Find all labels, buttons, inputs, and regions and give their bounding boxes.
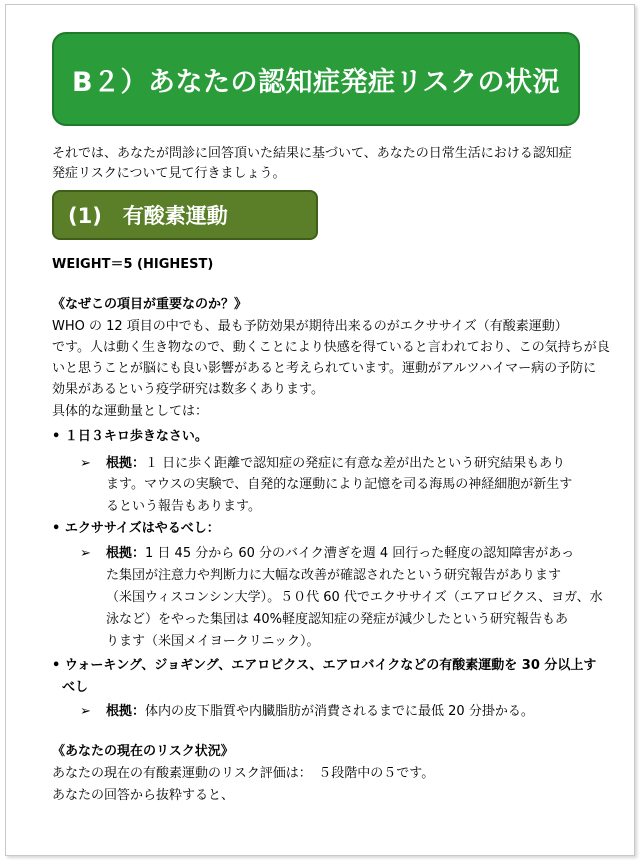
risk-heading: 《あなたの現在のリスク状況》 [52, 744, 234, 759]
subsection-banner [52, 190, 318, 240]
subsection-title: (1) 有酸素運動 [68, 204, 228, 228]
why-line: いと思うことが脳にも良い影響があると考えられています。運動がアルツハイマー病の予防に [52, 361, 597, 376]
why-line: WHO の 12 項目の中でも、最も予防効果が期待出来るのがエクササイズ（有酸素運動） [52, 319, 568, 334]
intro-line: それでは、あなたが問診に回答頂いた結果に基づいて、あなたの日常生活における認知症 [52, 146, 572, 161]
why-line: 具体的な運動量としては： [52, 404, 209, 419]
bullet-marker: • [52, 658, 61, 673]
basis-line: た集団が注意力や判断力に大幅な改善が確認されたという研究報告があります [106, 568, 562, 583]
section-banner [52, 32, 580, 126]
basis-line: （米国ウィスコンシン大学）。５０代 60 代でエクササイズ（エアロビクス、ヨガ、水 [106, 590, 603, 605]
basis-label: 根拠： [106, 704, 146, 719]
basis-line: 根拠：1 日 45 分から 60 分のバイク漕ぎを週 4 回行った軽度の認知障害があっ [106, 546, 575, 561]
basis-line: 泳など）をやった集団は 40%軽度認知症の発症が減少したという研究報告もあ [106, 612, 569, 627]
basis-line: ります（米国メイヨークリニック）。 [106, 634, 320, 649]
bullet-marker: • [52, 521, 61, 536]
bullet-title: エクササイズはやるべし： [64, 521, 220, 536]
intro-line: 発症リスクについて見て行きましょう。 [52, 166, 286, 181]
risk-line: あなたの現在の有酸素運動のリスク評価は： ５段階中の５です。 [52, 766, 435, 781]
basis-label: 根拠： [106, 456, 146, 471]
basis-line: 根拠：１ 日に歩く距離で認知症の発症に有意な差が出たという研究結果もあり [106, 456, 566, 471]
arrow-icon: ➢ [80, 704, 91, 719]
basis-line: 根拠：体内の皮下脂質や内臓脂肪が消費されるまでに最低 20 分掛かる。 [106, 704, 534, 719]
risk-line: あなたの回答から抜粋すると、 [52, 788, 235, 803]
weight-label: WEIGHT＝5 (HIGHEST) [52, 257, 214, 272]
bullet-item [52, 655, 596, 677]
bullet-marker: • [52, 429, 61, 444]
bullet-title: １日３キロ歩きなさい。 [64, 429, 208, 444]
bullet-title-continued: べし [62, 680, 89, 695]
basis-line: ます。マウスの実験で、自発的な運動により記憶を司る海馬の神経細胞が新生す [106, 477, 573, 492]
basis-label: 根拠： [106, 546, 146, 561]
arrow-icon: ➢ [80, 456, 91, 471]
why-heading: 《なぜこの項目が重要なのか？》 [52, 297, 248, 312]
bullet-item [52, 426, 208, 448]
why-line: 効果があるという疫学研究は数多くあります。 [52, 382, 324, 397]
bullet-title: ウォーキング、ジョギング、エアロビクス、エアロバイクなどの有酸素運動を 30 分以上す [64, 658, 597, 673]
arrow-icon: ➢ [80, 546, 91, 561]
basis-line: るという報告もあります。 [106, 499, 261, 514]
why-line: です。人は動く生き物なので、動くことにより快感を得ていると言われており、この気持ちが良 [52, 340, 610, 355]
bullet-item [52, 518, 220, 540]
banner-title: B２）あなたの認知症発症リスクの状況 [71, 66, 561, 98]
